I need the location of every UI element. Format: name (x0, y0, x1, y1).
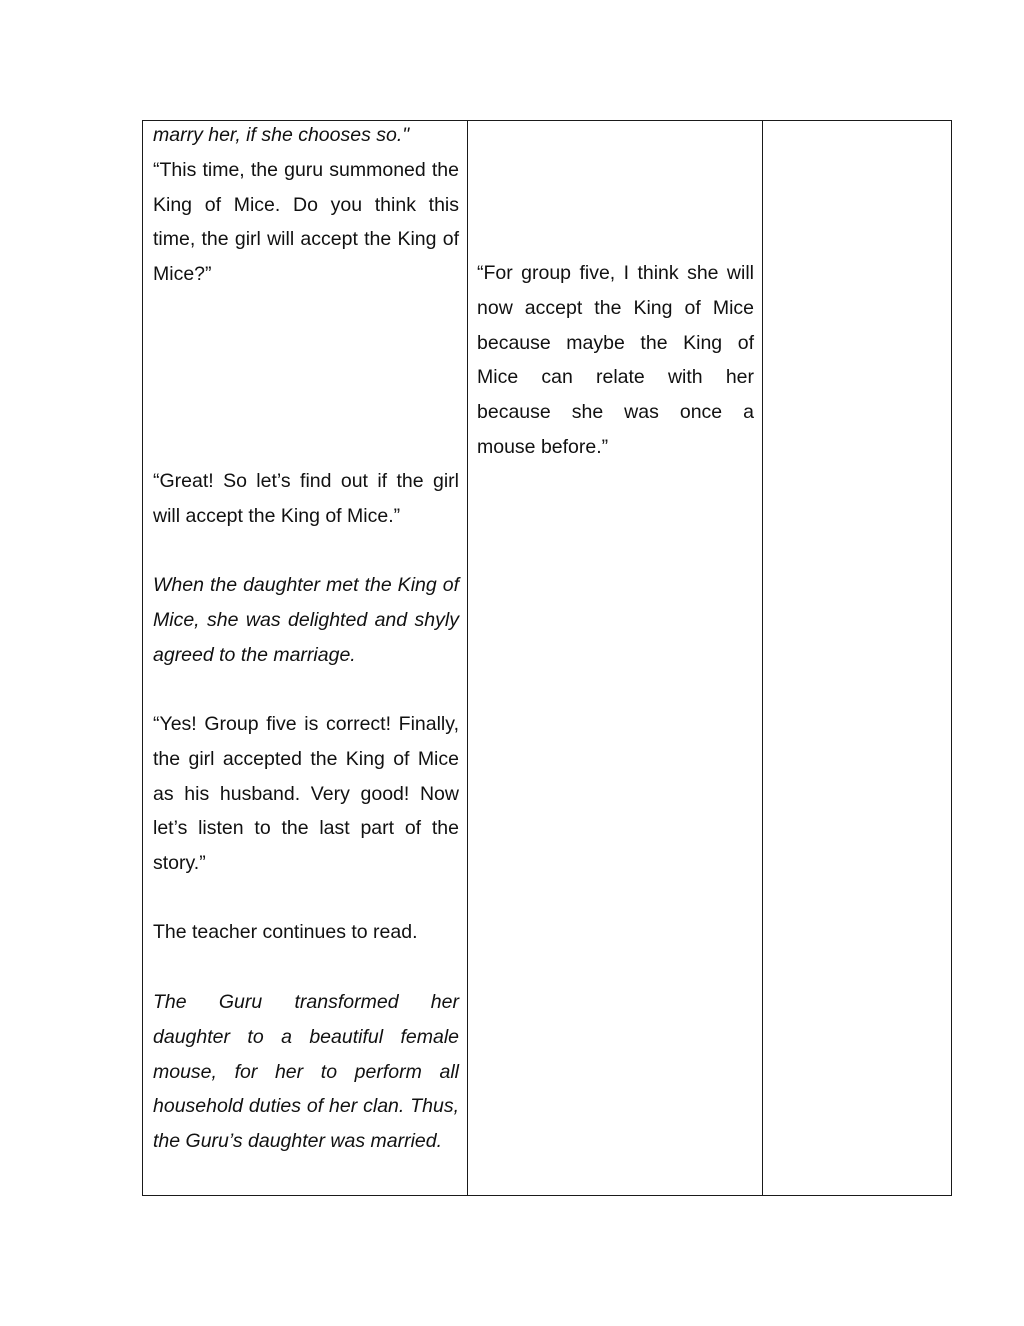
table-row (143, 121, 952, 1196)
teacher-block-1 (153, 118, 459, 292)
student-activity-cell (468, 121, 763, 1196)
teacher-block-2 (153, 464, 459, 534)
story-continuation-text: marry her, if she chooses so." (153, 124, 410, 146)
teacher-block-4 (153, 707, 459, 881)
teacher-activity-cell (143, 121, 468, 1196)
teacher-prompt-text: “Great! So let’s find out if the girl will accept the King of Mice.” (153, 470, 459, 527)
story-excerpt-2: The Guru transformed her daughter to a beautiful female mouse, for her to perform all household duties of her clan. Thus, the Guru’s daughter was married. (153, 991, 459, 1153)
student-block-1 (477, 256, 754, 465)
remarks-cell (763, 121, 952, 1196)
lesson-plan-table (142, 120, 952, 1196)
teacher-feedback-text: “Yes! Group five is correct! Finally, the girl accepted the King of Mice as his husband. Very good! Now let’s listen to the last part of the story.” (153, 713, 459, 875)
teacher-question-text: “This time, the guru summoned the King of Mice. Do you think this time, the girl will accept the King of Mice?” (153, 158, 459, 286)
teacher-block-5 (153, 915, 459, 950)
story-excerpt-1: When the daughter met the King of Mice, she was delighted and shyly agreed to the marriage. (153, 574, 459, 666)
remarks-content (763, 121, 951, 1195)
teacher-block-6 (153, 985, 459, 1159)
teacher-activity-content (143, 121, 467, 1195)
student-activity-content (468, 121, 762, 1195)
stage-direction-text: The teacher continues to read. (153, 921, 418, 943)
teacher-block-3 (153, 568, 459, 672)
student-response-text: “For group five, I think she will now accept the King of Mice because maybe the King of Mice can relate with her because she was once a mouse before.” (477, 262, 754, 458)
